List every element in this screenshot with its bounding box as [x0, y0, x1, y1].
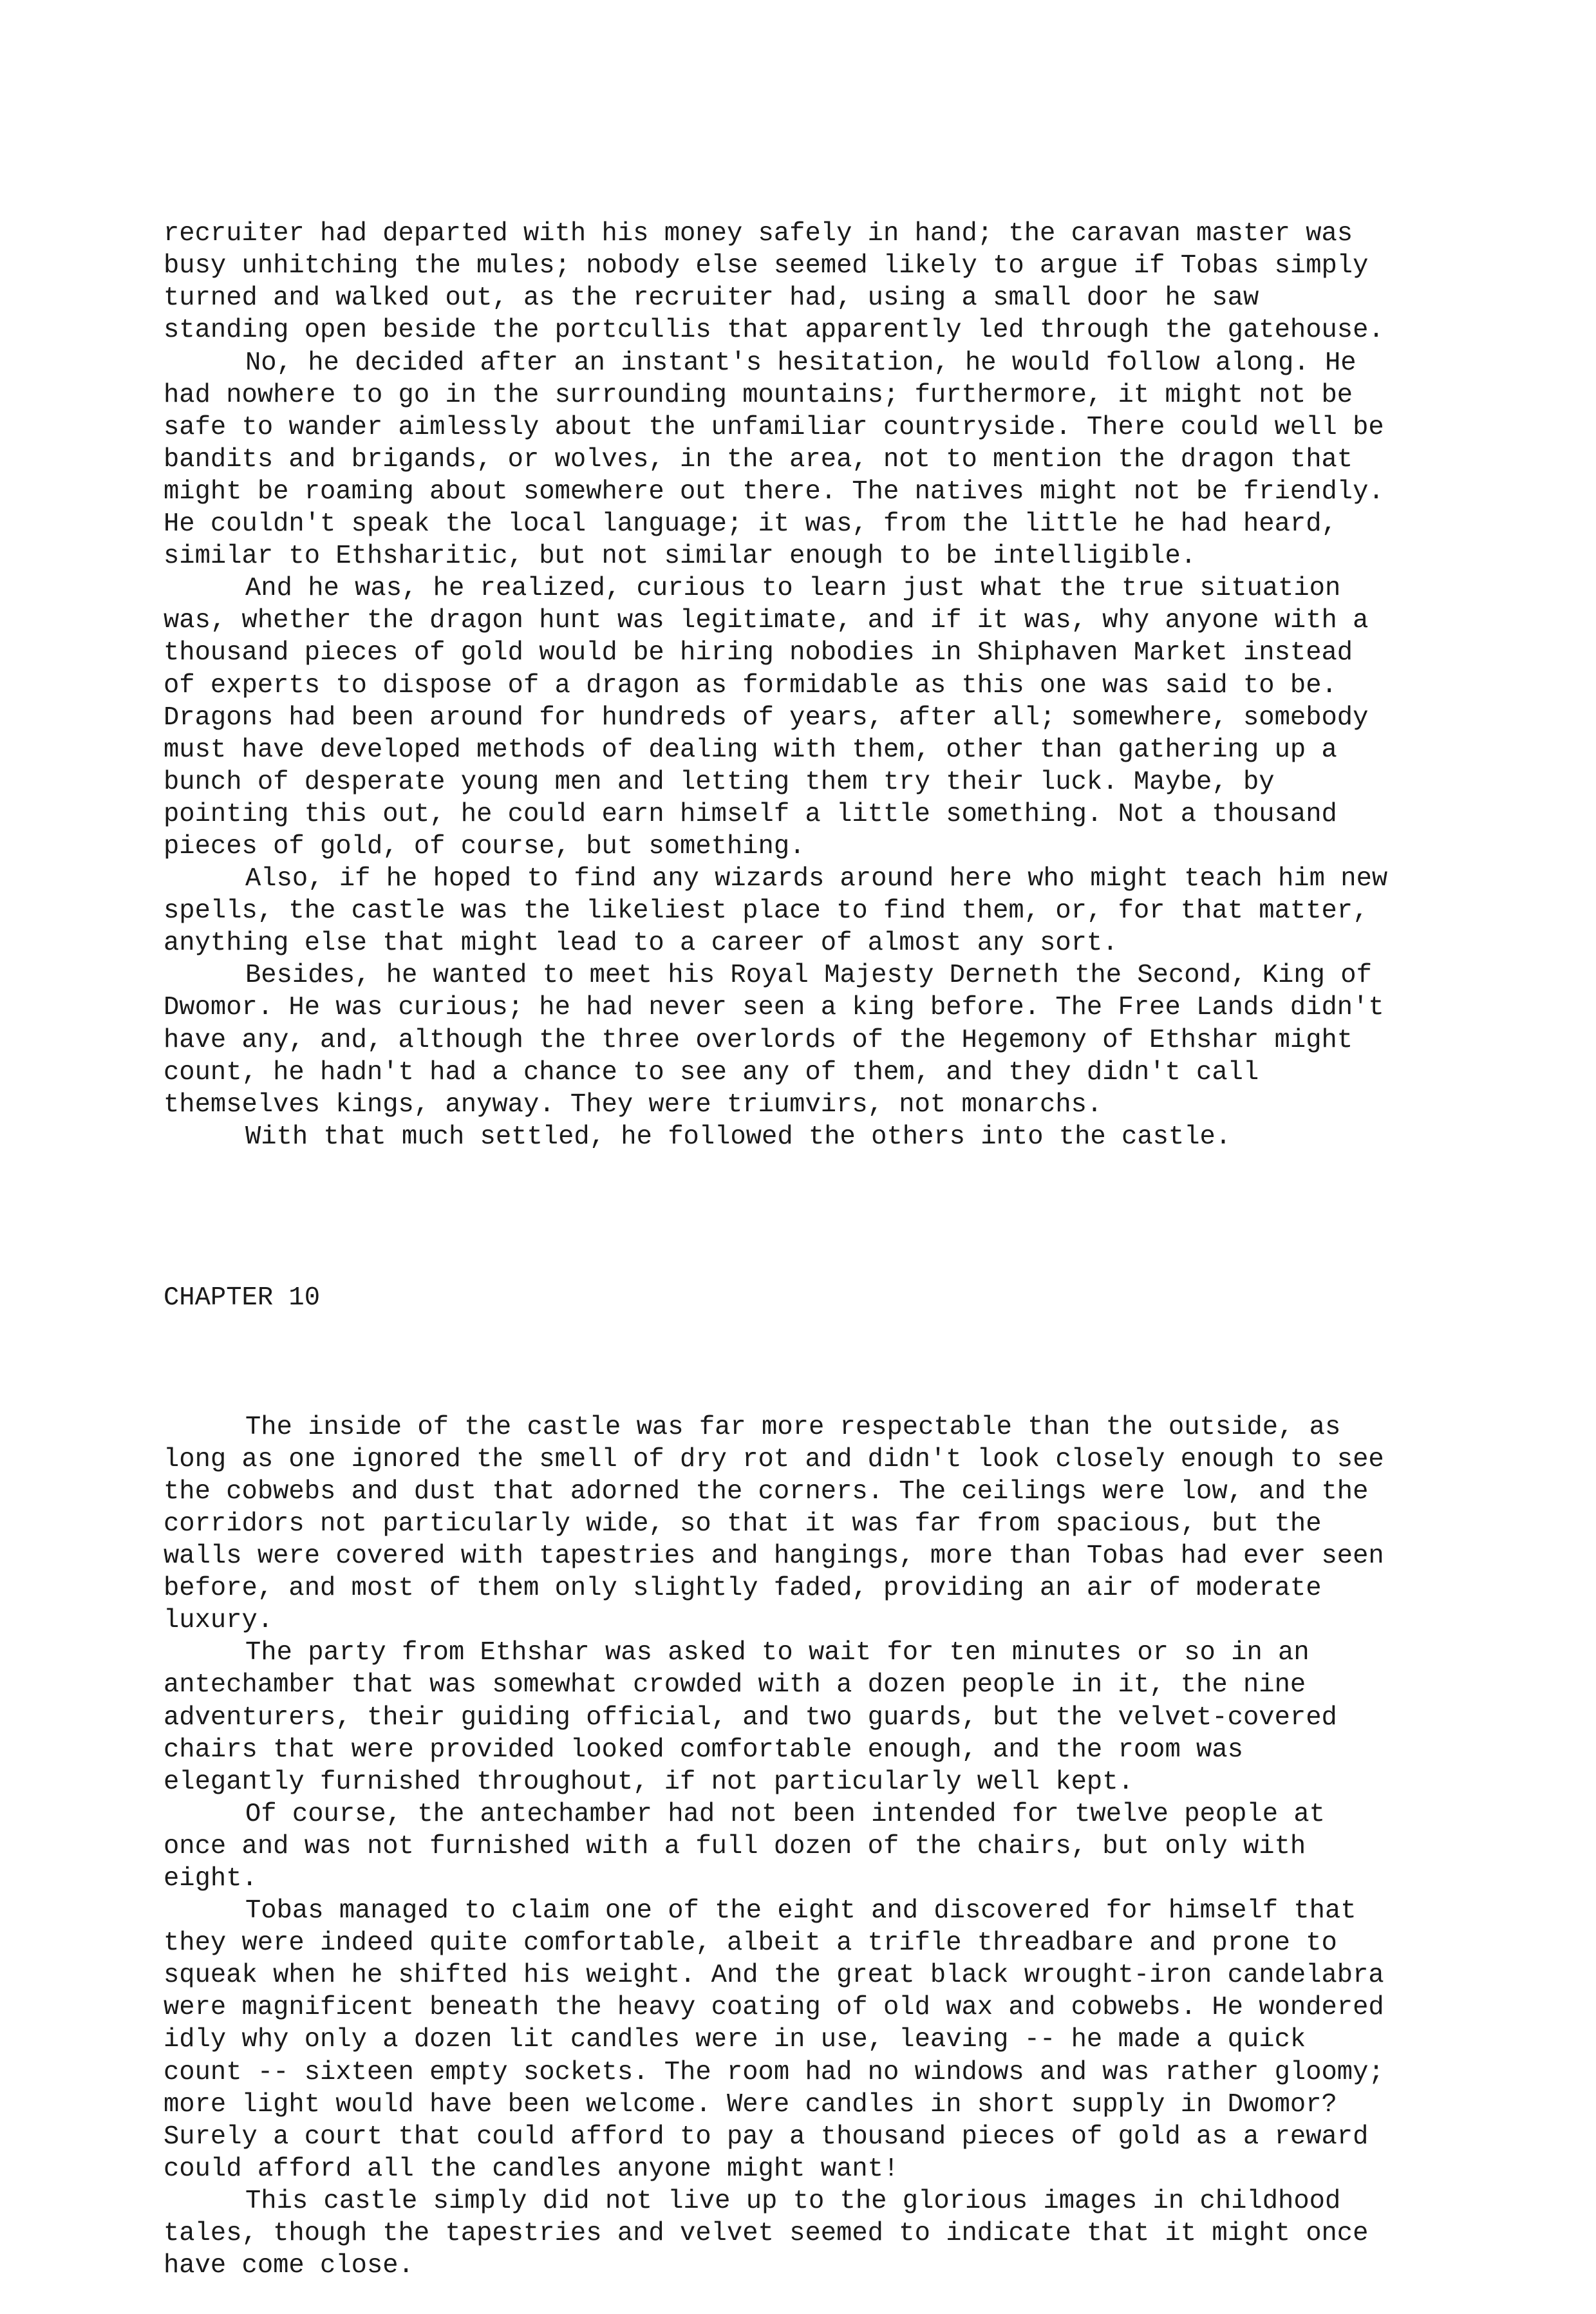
paragraph	[164, 1798, 1451, 1895]
text-line: thousand pieces of gold would be hiring nobodies in Shiphaven Market instead	[164, 638, 1353, 668]
paragraph	[164, 1411, 1451, 1637]
text-line: busy unhitching the mules; nobody else seemed likely to argue if Tobas simply	[164, 251, 1369, 281]
chapter-heading: CHAPTER 10	[164, 1283, 321, 1313]
text-line: recruiter had departed with his money safely in hand; the caravan master was	[164, 219, 1353, 249]
text-line: the cobwebs and dust that adorned the corners. The ceilings were low, and the	[164, 1476, 1369, 1507]
text-line: antechamber that was somewhat crowded with a dozen people in it, the nine	[164, 1670, 1306, 1700]
paragraph	[164, 218, 1451, 346]
text-line: tales, though the tapestries and velvet seemed to indicate that it might once	[164, 2219, 1369, 2248]
document-page	[164, 153, 1451, 2314]
text-line: Dwomor. He was curious; he had never seen a king before. The Free Lands didn't	[164, 993, 1384, 1023]
text-line: pointing this out, he could earn himself a little something. Not a thousand	[164, 799, 1337, 829]
paragraph	[164, 1637, 1451, 1798]
text-line: long as one ignored the smell of dry rot and didn't look closely enough to see	[164, 1444, 1384, 1474]
text-line: count, he hadn't had a chance to see any of them, and they didn't call	[164, 1057, 1259, 1087]
text-line: adventurers, their guiding official, and two guards, but the velvet-covered	[164, 1702, 1337, 1733]
text-line: eight.	[164, 1863, 258, 1894]
section-before-chapter	[164, 218, 1451, 1153]
text-line: elegantly furnished throughout, if not particularly well kept.	[164, 1767, 1134, 1797]
paragraph	[164, 2185, 1451, 2282]
text-line: have any, and, although the three overlords of the Hegemony of Ethshar might	[164, 1025, 1353, 1055]
section-after-chapter	[164, 1411, 1451, 2282]
text-line: pieces of gold, of course, but something.	[164, 831, 805, 861]
text-line: No, he decided after an instant's hesitation, he would follow along. He	[245, 348, 1357, 378]
text-line: more light would have been welcome. Were candles in short supply in Dwomor?	[164, 2089, 1337, 2120]
paragraph	[164, 959, 1451, 1120]
text-line: The party from Ethshar was asked to wait for ten minutes or so in an	[245, 1638, 1310, 1668]
text-line: Tobas managed to claim one of the eight and discovered for himself that	[245, 1896, 1357, 1926]
paragraph	[164, 1121, 1451, 1153]
text-line: Also, if he hoped to find any wizards around here who might teach him new	[245, 864, 1388, 894]
text-line: chairs that were provided looked comfortable enough, and the room was	[164, 1735, 1243, 1765]
text-line: squeak when he shifted his weight. And the great black wrought-iron candelabra	[164, 1961, 1384, 1991]
text-line: With that much settled, he followed the others into the castle.	[245, 1122, 1232, 1152]
text-line: had nowhere to go in the surrounding mountains; furthermore, it might not be	[164, 380, 1353, 410]
text-line: idly why only a dozen lit candles were in use, leaving -- he made a quick	[164, 2025, 1306, 2055]
text-line: Besides, he wanted to meet his Royal Majesty Derneth the Second, King of	[245, 961, 1372, 991]
text-line: themselves kings, anyway. They were triumvirs, not monarchs.	[164, 1089, 1103, 1120]
text-line: turned and walked out, as the recruiter had, using a small door he saw	[164, 283, 1259, 314]
text-line: have come close.	[164, 2251, 414, 2281]
text-line: similar to Ethsharitic, but not similar enough to be intelligible.	[164, 541, 1197, 572]
text-line: walls were covered with tapestries and hangings, more than Tobas had ever seen	[164, 1541, 1384, 1572]
text-line: anything else that might lead to a career of almost any sort.	[164, 928, 1118, 959]
text-line: This castle simply did not live up to the glorious images in childhood	[245, 2186, 1341, 2216]
text-line: was, whether the dragon hunt was legitimate, and if it was, why anyone with a	[164, 606, 1369, 636]
text-line: Dragons had been around for hundreds of years, after all; somewhere, somebody	[164, 702, 1369, 733]
text-line: standing open beside the portcullis that apparently led through the gatehouse.	[164, 315, 1384, 346]
text-line: bandits and brigands, or wolves, in the area, not to mention the dragon that	[164, 444, 1353, 475]
text-line: of experts to dispose of a dragon as formidable as this one was said to be.	[164, 670, 1337, 701]
text-line: before, and most of them only slightly faded, providing an air of moderate	[164, 1574, 1322, 1604]
text-line: The inside of the castle was far more respectable than the outside, as	[245, 1412, 1341, 1442]
paragraph	[164, 863, 1451, 959]
text-line: once and was not furnished with a full dozen of the chairs, but only with	[164, 1831, 1306, 1861]
paragraph	[164, 347, 1451, 573]
text-line: must have developed methods of dealing with them, other than gathering up a	[164, 735, 1337, 765]
text-line: Surely a court that could afford to pay a thousand pieces of gold as a reward	[164, 2121, 1369, 2152]
text-line: count -- sixteen empty sockets. The room had no windows and was rather gloomy;	[164, 2057, 1384, 2087]
text-line: could afford all the candles anyone might want!	[164, 2154, 899, 2184]
text-line: And he was, he realized, curious to learn just what the true situation	[245, 574, 1341, 604]
text-line: were magnificent beneath the heavy coating of old wax and cobwebs. He wondered	[164, 1993, 1384, 2023]
text-line: they were indeed quite comfortable, albeit a trifle threadbare and prone to	[164, 1928, 1337, 1959]
paragraph	[164, 1895, 1451, 2185]
text-line: might be roaming about somewhere out there. The natives might not be friendly.	[164, 476, 1384, 507]
text-line: bunch of desperate young men and letting them try their luck. Maybe, by	[164, 767, 1275, 797]
text-line: luxury.	[164, 1606, 274, 1636]
text-line: safe to wander aimlessly about the unfamiliar countryside. There could well be	[164, 412, 1384, 442]
text-line: corridors not particularly wide, so that it was far from spacious, but the	[164, 1509, 1322, 1539]
text-line: He couldn't speak the local language; it was, from the little he had heard,	[164, 509, 1337, 540]
paragraph	[164, 572, 1451, 863]
text-line: Of course, the antechamber had not been intended for twelve people at	[245, 1799, 1325, 1829]
text-line: spells, the castle was the likeliest place to find them, or, for that matter,	[164, 896, 1369, 927]
